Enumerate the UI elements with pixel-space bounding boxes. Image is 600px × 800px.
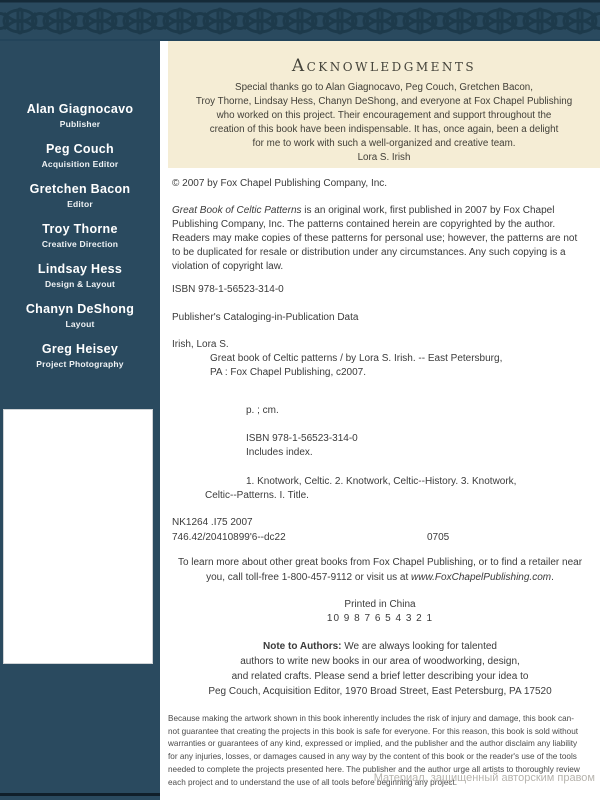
- print-run-line: 10 9 8 7 6 5 4 3 2 1: [326, 613, 434, 624]
- cip-author: Irish, Lora S.: [172, 339, 229, 350]
- retailer-line2-after: .: [551, 572, 554, 583]
- cip-includes: Includes index.: [246, 447, 313, 458]
- celtic-knot-border: [0, 0, 600, 41]
- credit-name: Chanyn DeShong: [25, 302, 135, 316]
- original-work-line1: [172, 204, 554, 218]
- credit-role: Design & Layout: [44, 279, 116, 289]
- acknowledgments-line: creation of this book have been indispensable. It has, once again, been a delight: [209, 124, 559, 135]
- cip-subjects-line2: Celtic--Patterns. I. Title.: [205, 490, 309, 501]
- acknowledgments-box: [168, 41, 600, 168]
- credit-role: Acquisition Editor: [41, 159, 119, 169]
- disclaimer-line: needed to complete the projects presented here. The publisher and the author urge all artists to thoroughly review: [168, 764, 580, 774]
- cip-title-line1: Great book of Celtic patterns / by Lora S. Irish. -- East Petersburg,: [210, 353, 503, 364]
- acknowledgments-line: who worked on this project. Their encouragement and support throughout the: [216, 110, 552, 121]
- disclaimer-line: not guarantee that creating the projects in this book is safe for everyone. For this reason, this book is sold without: [168, 726, 579, 736]
- acknowledgments-title: Acknowledgments: [291, 56, 477, 76]
- credit-name: Lindsay Hess: [37, 262, 123, 276]
- celtic-knot-pattern-svg: [0, 0, 600, 41]
- credit-name: Greg Heisey: [41, 342, 119, 356]
- retailer-line2: [160, 571, 600, 585]
- disclaimer-line: Because making the artwork shown in this book inherently includes the risk of injury and damage, this book can-: [168, 714, 574, 723]
- retailer-line1: To learn more about other great books from Fox Chapel Publishing, or to find a retailer near: [177, 557, 583, 568]
- printed-in-line: Printed in China: [344, 599, 416, 610]
- credit-name: Gretchen Bacon: [29, 182, 131, 196]
- acknowledgments-signature: Lora S. Irish: [357, 152, 411, 163]
- acknowledgments-line: Special thanks go to Alan Giagnocavo, Peg Couch, Gretchen Bacon,: [235, 82, 533, 93]
- note-to-authors-line3: and related crafts. Please send a brief letter describing your idea to: [231, 671, 529, 682]
- disclaimer-line: for any injuries, losses, or damages caused in any way by the content of this book or the reader's use of the tools: [168, 752, 577, 762]
- publisher-website: www.FoxChapelPublishing.com: [411, 572, 552, 583]
- cip-code: 0705: [427, 532, 450, 543]
- credit-role: Editor: [67, 199, 93, 209]
- note-to-authors-line4: Peg Couch, Acquisition Editor, 1970 Broad Street, East Petersburg, PA 17520: [208, 686, 552, 697]
- note-to-authors-line1: [160, 640, 600, 654]
- cip-pcm: p. ; cm.: [246, 405, 279, 416]
- book-title-italic: Great Book of Celtic Patterns: [172, 205, 302, 216]
- credit-name: Troy Thorne: [42, 222, 118, 236]
- disclaimer-line: each project and to understand the use of all tools before beginning any project.: [168, 777, 458, 787]
- credits-list: [0, 101, 160, 370]
- copyright-line: © 2007 by Fox Chapel Publishing Company, Inc.: [172, 178, 388, 189]
- original-work-line2: Publishing Company, Inc. The patterns contained herein are copyrighted by the author.: [172, 219, 556, 230]
- acknowledgments-line: Troy Thorne, Lindsay Hess, Chanyn DeShong, and everyone at Fox Chapel Publishing: [195, 96, 573, 107]
- credit-item: [30, 181, 131, 210]
- acknowledgments-line: for me to work with such a well-organized and creative team.: [252, 138, 516, 149]
- credit-item: [38, 261, 122, 290]
- copyright-watermark-text: Материал, защищенный авторским правом: [373, 772, 595, 784]
- credit-item: [42, 141, 119, 170]
- original-work-line1-rest: is an original work, first published in 2007 by Fox Chapel: [301, 205, 555, 216]
- sidebar-bottom-rule: [0, 793, 160, 796]
- isbn-line: ISBN 978-1-56523-314-0: [172, 284, 284, 295]
- retailer-line2-before: you, call toll-free 1-800-457-9112 or visit us at: [206, 572, 412, 583]
- cip-subjects-line1: 1. Knotwork, Celtic. 2. Knotwork, Celtic--History. 3. Knotwork,: [246, 476, 517, 487]
- credit-role: Project Photography: [36, 359, 124, 369]
- cip-isbn: ISBN 978-1-56523-314-0: [246, 433, 358, 444]
- original-work-line3: Readers may make copies of these patterns for personal use; however, the patterns are not: [172, 233, 578, 244]
- cip-dewey: 746.42/20410899'6--dc22: [172, 532, 286, 543]
- credit-item: [26, 301, 134, 330]
- credit-role: Publisher: [59, 119, 101, 129]
- note-to-authors-line1-rest: We are always looking for talented: [341, 641, 497, 652]
- original-work-line4: to be duplicated for resale or distribution under any circumstances. Any such copying is a: [172, 247, 566, 258]
- blank-image-panel: [3, 409, 153, 664]
- credit-role: Creative Direction: [41, 239, 119, 249]
- cip-title-line2: PA : Fox Chapel Publishing, c2007.: [210, 367, 367, 378]
- credit-item: [36, 341, 123, 370]
- credit-role: Layout: [65, 319, 95, 329]
- credit-name: Peg Couch: [46, 142, 114, 156]
- credit-item: [42, 221, 118, 250]
- credit-item: [27, 101, 134, 130]
- cip-heading: Publisher's Cataloging-in-Publication Data: [172, 312, 359, 323]
- credit-name: Alan Giagnocavo: [26, 102, 134, 116]
- original-work-line5: violation of copyright law.: [172, 261, 284, 272]
- note-to-authors-line2: authors to write new books in our area of woodworking, design,: [240, 656, 520, 667]
- cip-lc-class: NK1264 .I75 2007: [172, 517, 253, 528]
- disclaimer-line: warranties or guarantees of any kind, expressed or implied, and the publisher and the author disclaim any liability: [168, 739, 578, 749]
- note-to-authors-label: Note to Authors:: [263, 641, 342, 652]
